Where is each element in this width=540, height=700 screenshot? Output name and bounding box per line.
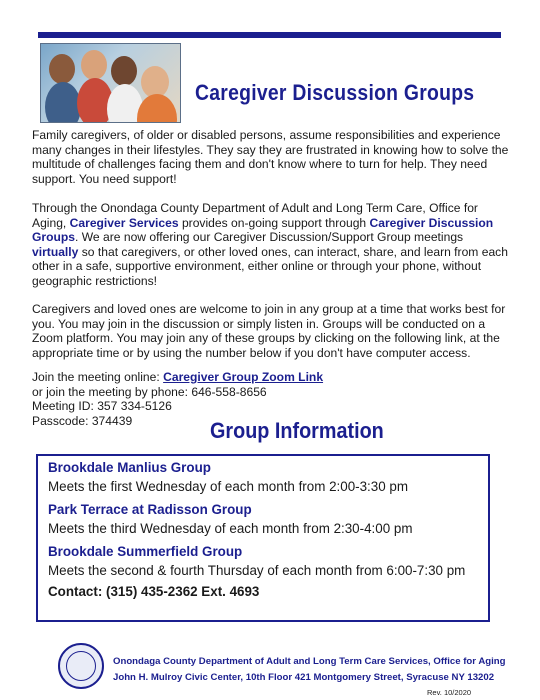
p2-text-b: provides on-going support through — [178, 215, 370, 230]
group-name: Park Terrace at Radisson Group — [48, 502, 252, 517]
group-schedule: Meets the first Wednesday of each month from 2:00-3:30 pm — [48, 479, 408, 494]
group-schedule: Meets the second & fourth Thursday of each month from 6:00-7:30 pm — [48, 563, 466, 578]
top-rule — [38, 32, 501, 38]
group-item — [48, 460, 408, 495]
group-info-title: Group Information — [210, 418, 384, 443]
group-name: Brookdale Manlius Group — [48, 460, 211, 475]
meeting-id: Meeting ID: 357 334-5126 — [32, 399, 172, 414]
p2-text-c: . We are now offering our Caregiver Discussion/Support Group meetings — [75, 230, 464, 245]
online-join-line — [32, 370, 323, 385]
group-schedule: Meets the third Wednesday of each month from 2:30-4:00 pm — [48, 521, 413, 536]
group-name: Brookdale Summerfield Group — [48, 544, 243, 559]
p2-text-a: Through the Onondaga County Department of Adult and Long Term Care, Office for Aging, — [32, 201, 478, 230]
caregiver-services-highlight: Caregiver Services — [69, 215, 179, 230]
virtually-highlight: virtually — [32, 244, 79, 259]
revision-date: Rev. 10/2020 — [427, 688, 472, 697]
contact-phone: Contact: (315) 435-2362 Ext. 4693 — [48, 584, 260, 599]
county-seal-icon — [58, 643, 104, 689]
footer-department: Onondaga County Department of Adult and Long Term Care Services, Office for Aging — [113, 656, 506, 667]
group-item — [48, 544, 465, 579]
footer-address: John H. Mulroy Civic Center, 10th Floor 421 Montgomery Street, Syracuse NY 13202 — [113, 672, 495, 683]
page-title: Caregiver Discussion Groups — [195, 80, 475, 105]
passcode: Passcode: 374439 — [32, 413, 133, 428]
p2-text-d: so that caregivers, or other loved ones, can interact, share, and learn from each other in a safe, supportive environment, either online or through your phone, without geographic restrictions! — [32, 244, 508, 288]
caregiver-discussion-groups-highlight: Caregiver Discussion Groups — [32, 215, 494, 245]
intro-paragraph-2 — [32, 201, 512, 289]
intro-paragraph-1: Family caregivers, of older or disabled persons, assume responsibilities and experience many changes in their lifestyles. They say they are frustrated in knowing how to solve the multitude of challenges facing them and don't know where to turn for help. They need support. You need support! — [32, 128, 509, 186]
group-info-box — [36, 454, 490, 622]
zoom-link[interactable]: Caregiver Group Zoom Link — [163, 370, 324, 384]
group-item — [48, 502, 412, 537]
intro-paragraph-3: Caregivers and loved ones are welcome to join in any group at a time that works best for you. You may join in the discussion or simply listen in. Groups will be conducted on a Zoom platform. You may join any of these groups by clicking on the following link, at the appropriate time or by using the number below if you don't have computer access. — [32, 302, 506, 360]
online-join-label: Join the meeting online: — [32, 370, 164, 384]
group-photo-icon — [40, 43, 181, 123]
phone-join-line: or join the meeting by phone: 646-558-8656 — [32, 384, 267, 399]
